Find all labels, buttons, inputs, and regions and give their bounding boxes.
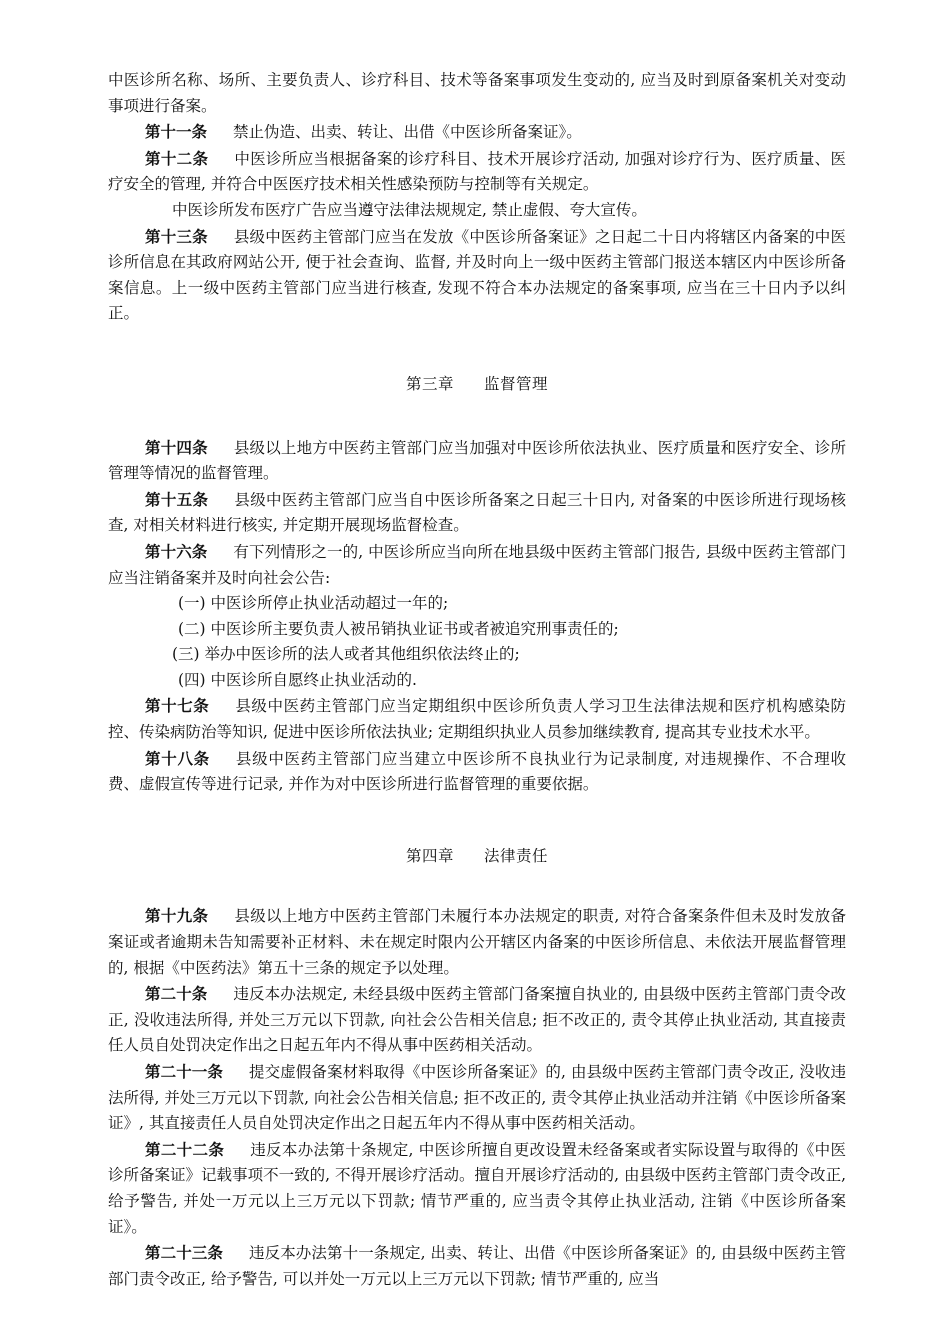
list-item: (三) 举办中医诊所的法人或者其他组织依法终止的; — [172, 645, 520, 664]
article-text: 县级中医药主管部门应当建立中医诊所不良执业行为记录制度, 对违规操作、不合理收费、虚假宣传等进行记录, 并作为对中医诊所进行监督管理的重要依据。 — [108, 749, 846, 794]
article-number: 第十六条 — [145, 541, 208, 561]
article-number: 第十五条 — [145, 489, 209, 509]
article-21 — [108, 1059, 846, 1137]
article-text: 有下列情形之一的, 中医诊所应当向所在地县级中医药主管部门报告, 县级中医药主管部门应当注销备案并及时向社会公告: — [108, 542, 846, 587]
article-16 — [108, 539, 846, 591]
article-number: 第十三条 — [145, 226, 208, 246]
article-text: 县级中医药主管部门应当自中医诊所备案之日起三十日内, 对备案的中医诊所进行现场核查, 对相关材料进行核实, 并定期开展现场监督检查。 — [108, 490, 846, 535]
list-item: (四) 中医诊所自愿终止执业活动的. — [178, 670, 417, 689]
article-text: 县级中医药主管部门应当定期组织中医诊所负责人学习卫生法律法规和医疗机构感染防控、传染病防治等知识, 促进中医诊所依法执业; 定期组织执业人员参加继续教育, 提高其专业技术水平。 — [108, 697, 846, 742]
article-number: 第十七条 — [145, 696, 210, 716]
chapter-title: 法律责任 — [484, 846, 549, 865]
lead-paragraph: 中医诊所名称、场所、主要负责人、诊疗科目、技术等备案事项发生变动的, 应当及时到原备案机关对变动事项进行备案。 — [108, 71, 846, 115]
chapter-title: 监督管理 — [484, 374, 549, 393]
ad-rule-paragraph: 中医诊所发布医疗广告应当遵守法律法规规定, 禁止虚假、夸大宣传。 — [172, 200, 647, 219]
article-number: 第十一条 — [145, 122, 208, 142]
chapter-label: 第四章 — [405, 846, 454, 865]
article-20 — [108, 981, 846, 1059]
article-15 — [108, 487, 846, 539]
article-13 — [108, 224, 846, 327]
list-item: (一) 中医诊所停止执业活动超过一年的; — [178, 594, 449, 613]
article-number: 第二十二条 — [145, 1139, 225, 1159]
article-text: 县级以上地方中医药主管部门未履行本办法规定的职责, 对符合备案条件但未及时发放备案证或者逾期未告知需要补正材料、未在规定时限内公开辖区内备案的中医诊所信息、未依法开展监督管理的, 根据《中医药法》第五十三条的规定予以处理。 — [108, 907, 846, 977]
article-19 — [108, 903, 846, 981]
article-text: 县级以上地方中医药主管部门应当加强对中医诊所依法执业、医疗质量和医疗安全、诊所管理等情况的监督管理。 — [108, 438, 846, 483]
article-number: 第二十一条 — [145, 1062, 223, 1081]
article-text: 违反本办法第十一条规定, 出卖、转让、出借《中医诊所备案证》的, 由县级中医药主管部门责令改正, 给予警告, 可以并处一万元以上三万元以下罚款; 情节严重的, 应当 — [108, 1244, 846, 1288]
article-17 — [108, 693, 846, 745]
article-number: 第十八条 — [145, 748, 210, 768]
article-text: 中医诊所应当根据备案的诊疗科目、技术开展诊疗活动, 加强对诊疗行为、医疗质量、医疗安全的管理, 并符合中医医疗技术相关性感染预防与控制等有关规定。 — [108, 149, 846, 194]
list-item: (二) 中医诊所主要负责人被吊销执业证书或者被追究刑事责任的; — [178, 619, 619, 638]
chapter-heading-3 — [108, 372, 846, 398]
article-number: 第二十三条 — [145, 1243, 223, 1263]
article-14 — [108, 435, 846, 487]
article-number: 第十九条 — [145, 906, 209, 926]
article-text: 违反本办法第十条规定, 中医诊所擅自更改设置未经备案或者实际设置与取得的《中医诊所备案证》记载事项不一致的, 不得开展诊疗活动。擅自开展诊疗活动的, 由县级中医药主管部门责令改正, 给予警告, 并处一万元以上三万元以下罚款; 情节严重的, 应当责令其停止执业活动, 注销《中医诊所备案证》。 — [108, 1140, 846, 1236]
article-12 — [108, 146, 846, 198]
article-text: 县级中医药主管部门应当在发放《中医诊所备案证》之日起二十日内将辖区内备案的中医诊所信息在其政府网站公开, 便于社会查询、监督, 并及时向上一级中医药主管部门报送本辖区内中医诊所备案信息。上一级中医药主管部门应当进行核查, 发现不符合本办法规定的备案事项, 应当在三十日内予以纠正。 — [108, 227, 846, 323]
article-number: 第二十条 — [145, 984, 208, 1004]
article-number: 第十四条 — [145, 437, 208, 457]
chapter-label: 第三章 — [405, 374, 454, 393]
chapter-heading-4 — [108, 844, 846, 870]
article-number: 第十二条 — [145, 148, 209, 168]
article-text: 禁止伪造、出卖、转让、出借《中医诊所备案证》。 — [233, 123, 582, 142]
article-23 — [108, 1240, 846, 1292]
article-text: 违反本办法规定, 未经县级中医药主管部门备案擅自执业的, 由县级中医药主管部门责令改正, 没收违法所得, 并处三万元以下罚款, 向社会公告相关信息; 拒不改正的, 责令其停止执业活动, 其直接责任人员自处罚决定作出之日起五年内不得从事中医药相关活动。 — [108, 985, 846, 1055]
article-18 — [108, 746, 846, 798]
article-11 — [108, 119, 846, 146]
article-text: 提交虚假备案材料取得《中医诊所备案证》的, 由县级中医药主管部门责令改正, 没收违法所得, 并处三万元以下罚款, 向社会公告相关信息; 拒不改正的, 责令其停止执业活动并注销《中医诊所备案证》, 其直接责任人员自处罚决定作出之日起五年内不得从事中医药相关活动。 — [108, 1063, 846, 1133]
article-22 — [108, 1137, 846, 1240]
